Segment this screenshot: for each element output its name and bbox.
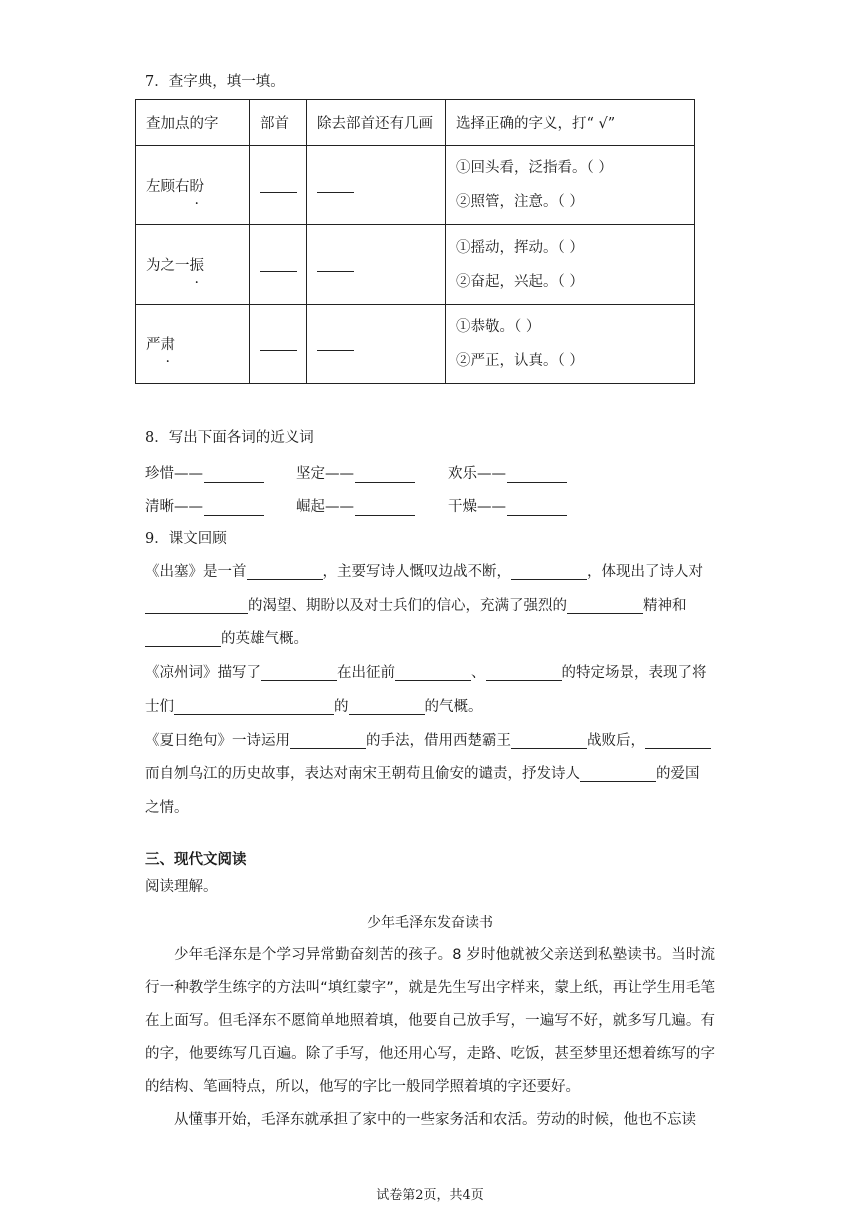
meaning-options <box>446 146 695 225</box>
option-2[interactable]: ②奋起，兴起。（ ） <box>456 273 584 290</box>
q8-title: 8．写出下面各词的近义词 <box>145 430 314 446</box>
synonym-item: 欢乐—— <box>448 462 567 483</box>
header-strokes: 除去部首还有几画 <box>307 100 446 146</box>
synonym-item: 清晰—— <box>145 495 264 516</box>
fill-blank[interactable] <box>174 699 334 715</box>
dotted-char: 肃 <box>160 337 175 354</box>
radical-blank[interactable] <box>250 225 307 304</box>
fill-blank[interactable] <box>290 733 366 749</box>
dictionary-table <box>135 99 695 384</box>
option-1[interactable]: ①恭敬。（ ） <box>456 318 541 335</box>
article-paragraph: 从懂事开始，毛泽东就承担了家中的一些家务活和农活。劳动的时候，他也不忘读 <box>174 1112 696 1128</box>
answer-blank[interactable] <box>507 501 567 516</box>
header-radical: 部首 <box>250 100 307 146</box>
option-1[interactable]: ①回头看，泛指看。（ ） <box>456 160 613 177</box>
fill-blank[interactable] <box>145 631 221 647</box>
synonym-item: 干燥—— <box>448 495 567 516</box>
dotted-char: 振 <box>189 258 204 275</box>
fill-blank[interactable] <box>511 733 587 749</box>
option-2[interactable]: ②严正，认真。（ ） <box>456 352 584 369</box>
header-char: 查加点的字 <box>136 100 250 146</box>
article-paragraph: 少年毛泽东是个学习异常勤奋刻苦的孩子。8 岁时他就被父亲送到私塾读书。当时流行一种教学生练字的方法叫“填红蒙字”，就是先生写出字样来，蒙上纸，再让学生用毛笔在上面写。但毛泽东不愿简单地照着填，他要自己放手写，一遍写不好，就多写几遍。有的字，他要练写几百遍。除了手写，他还用心写，走路、吃饭，甚至梦里还想着练写的字的结构、笔画特点，所以，他写的字比一般同学照着填的字还要好。 <box>145 947 715 1095</box>
table-row <box>136 304 695 383</box>
dotted-char: 盼 <box>189 178 204 195</box>
word-cell: 左顾右盼 <box>136 146 250 225</box>
fill-blank[interactable] <box>580 766 656 782</box>
word-cell: 严肃 <box>136 304 250 383</box>
q9-title: 9．课文回顾 <box>145 531 227 547</box>
answer-blank[interactable] <box>355 468 415 483</box>
option-2[interactable]: ②照管，注意。（ ） <box>456 194 584 211</box>
synonym-item: 坚定—— <box>296 462 415 483</box>
fill-blank[interactable] <box>145 598 248 614</box>
answer-blank[interactable] <box>204 501 264 516</box>
radical-blank[interactable] <box>250 304 307 383</box>
table-row <box>136 225 695 304</box>
synonym-item: 珍惜—— <box>145 462 264 483</box>
table-row <box>136 146 695 225</box>
table-header-row <box>136 100 695 146</box>
fill-blank[interactable] <box>247 564 323 580</box>
meaning-options <box>446 304 695 383</box>
q9-passage: 《出塞》是一首 ，主要写诗人慨叹边战不断， ，体现出了诗人对 的渴望、期盼以及对士兵们的信心，充满了强烈的 精神和 的英雄气概。 《凉州词》描写了 在出征前 、 的特定场景，表现了将 士们 的 的气概。 《夏日绝句》一诗运用 的手法，借用西楚霸王 战败后， 而自刎乌江的历史故事，表达对南宋王朝苟且偷安的谴责，抒发诗人 的爱国 之情。 <box>145 556 715 826</box>
meaning-options <box>446 225 695 304</box>
synonym-item: 崛起—— <box>296 495 415 516</box>
strokes-blank[interactable] <box>307 146 446 225</box>
strokes-blank[interactable] <box>307 225 446 304</box>
section-heading: 三、现代文阅读 <box>145 851 247 868</box>
page-footer: 试卷第2页，共4页 <box>376 1188 484 1203</box>
answer-blank[interactable] <box>507 468 567 483</box>
article-body <box>145 939 715 1137</box>
radical-blank[interactable] <box>250 146 307 225</box>
fill-blank[interactable] <box>349 699 425 715</box>
strokes-blank[interactable] <box>307 304 446 383</box>
fill-blank[interactable] <box>511 564 587 580</box>
fill-blank[interactable] <box>261 665 337 681</box>
section-instruction: 阅读理解。 <box>145 879 218 895</box>
q7-title: 7．查字典，填一填。 <box>145 74 285 90</box>
word-cell: 为之一振 <box>136 225 250 304</box>
answer-blank[interactable] <box>204 468 264 483</box>
fill-blank[interactable] <box>567 598 643 614</box>
fill-blank[interactable] <box>395 665 471 681</box>
fill-blank[interactable] <box>645 733 711 749</box>
article-title: 少年毛泽东发奋读书 <box>367 915 493 931</box>
fill-blank[interactable] <box>486 665 562 681</box>
answer-blank[interactable] <box>355 501 415 516</box>
option-1[interactable]: ①摇动，挥动。（ ） <box>456 239 584 256</box>
header-meaning: 选择正确的字义，打“ √” <box>446 100 695 146</box>
